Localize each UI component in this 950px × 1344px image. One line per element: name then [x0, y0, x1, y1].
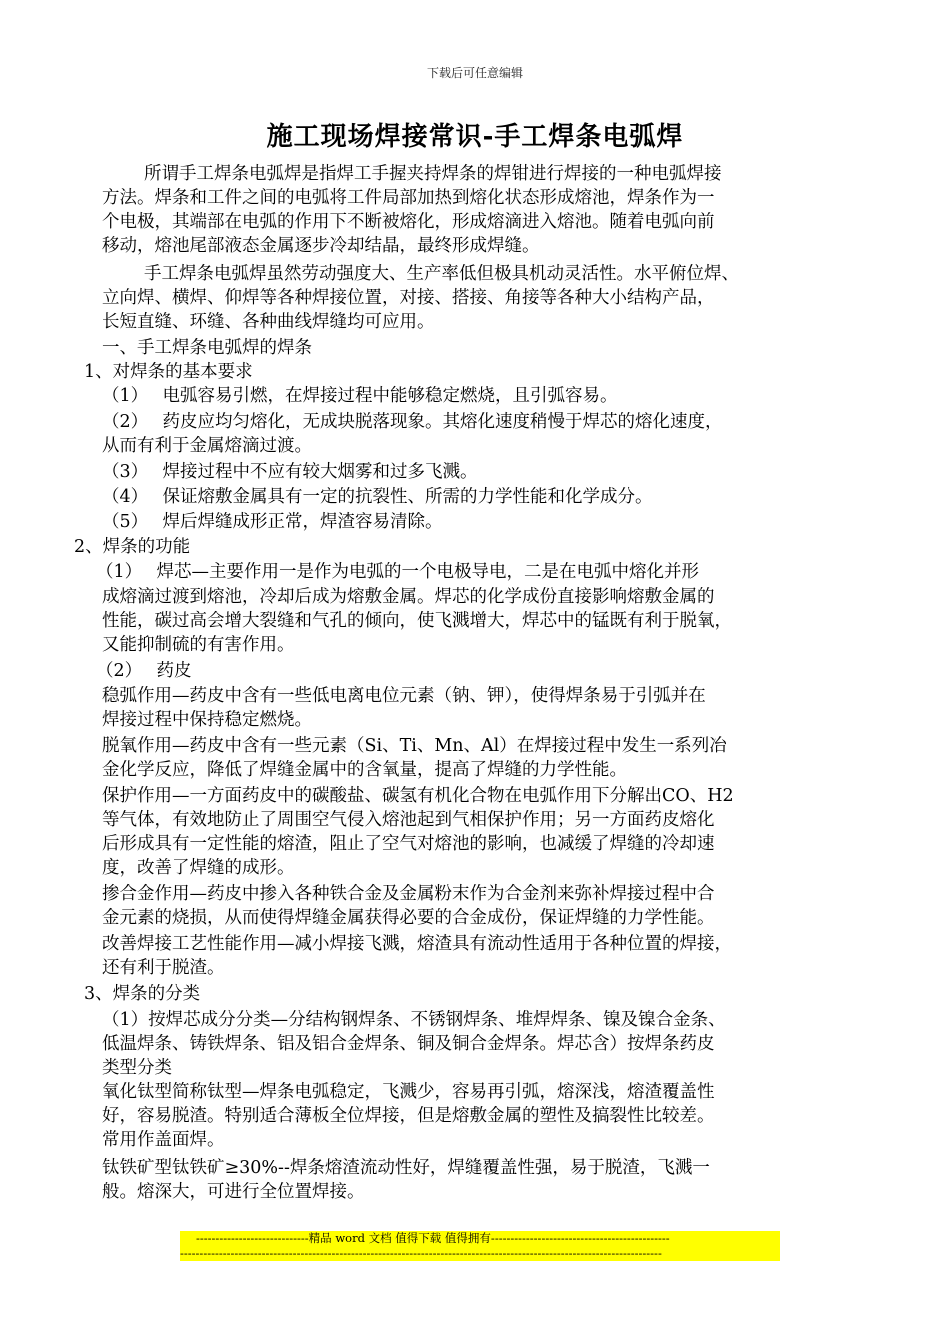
- list-item: （5） 焊后焊缝成形正常，焊渣容易清除。: [102, 512, 443, 532]
- list-item: （2） 药皮应均匀熔化，无成块脱落现象。其熔化速度稍慢于焊芯的熔化速度，: [102, 412, 723, 432]
- paragraph-line: 类型分类: [102, 1058, 172, 1078]
- list-item: （3） 焊接过程中不应有较大烟雾和过多飞溅。: [102, 462, 478, 482]
- paragraph-line: 后形成具有一定性能的熔渣，阻止了空气对熔池的影响，也减缓了焊缝的冷却速: [102, 834, 715, 854]
- paragraph-line: 钛铁矿型钛铁矿≥30%--焊条熔渣流动性好，焊缝覆盖性强，易于脱渣，飞溅一: [102, 1158, 710, 1178]
- section-heading: 一、手工焊条电弧焊的焊条: [102, 338, 312, 358]
- paragraph-line: 长短直缝、环缝、各种曲线焊缝均可应用。: [102, 312, 435, 332]
- paragraph-line: 方法。焊条和工件之间的电弧将工件局部加热到熔化状态形成熔池，焊条作为一: [102, 188, 715, 208]
- paragraph-line: 等气体，有效地防止了周围空气侵入熔池起到气相保护作用；另一方面药皮熔化: [102, 810, 715, 830]
- list-item: （2） 药皮: [96, 661, 192, 681]
- paragraph-line: 氧化钛型简称钛型—焊条电弧稳定，飞溅少，容易再引弧，熔深浅，熔渣覆盖性: [102, 1082, 715, 1102]
- list-item: （1） 电弧容易引燃，在焊接过程中能够稳定燃烧，且引弧容易。: [102, 386, 618, 406]
- paragraph-line: 所谓手工焊条电弧焊是指焊工手握夹持焊条的焊钳进行焊接的一种电弧焊接: [144, 164, 722, 184]
- list-item: （1）按焊芯成分分类—分结构钢焊条、不锈钢焊条、堆焊焊条、镍及镍合金条、: [102, 1010, 726, 1030]
- paragraph-line: 好，容易脱渣。特别适合薄板全位焊接，但是熔敷金属的塑性及搞裂性比较差。: [102, 1106, 715, 1126]
- subsection-heading: 1、对焊条的基本要求: [84, 362, 253, 382]
- paragraph-line: 度，改善了焊缝的成形。: [102, 858, 295, 878]
- paragraph-line: 焊接过程中保持稳定燃烧。: [102, 710, 312, 730]
- paragraph-line: 掺合金作用—药皮中掺入各种铁合金及金属粉末作为合金剂来弥补焊接过程中合: [102, 884, 715, 904]
- paragraph-line: 改善焊接工艺性能作用—减小焊接飞溅，熔渣具有流动性适用于各种位置的焊接，: [102, 934, 732, 954]
- paragraph-line: 手工焊条电弧焊虽然劳动强度大、生产率低但极具机动灵活性。水平俯位焊、: [144, 264, 739, 284]
- subsection-heading: 2、焊条的功能: [74, 537, 191, 557]
- footer-divider: ----------------------------------------------------------------------------------------------------------------------------: [180, 1246, 662, 1260]
- paragraph-line: 般。熔深大，可进行全位置焊接。: [102, 1182, 365, 1202]
- document-title: 施工现场焊接常识-手工焊条电弧焊: [266, 122, 684, 152]
- paragraph-line: 稳弧作用—药皮中含有一些低电离电位元素（钠、钾），使得焊条易于引弧并在: [102, 686, 706, 706]
- paragraph-line: 移动，熔池尾部液态金属逐步冷却结晶，最终形成焊缝。: [102, 236, 540, 256]
- paragraph-line: 性能，碳过高会增大裂缝和气孔的倾向，使飞溅增大，焊芯中的锰既有利于脱氧，: [102, 611, 732, 631]
- paragraph-line: 常用作盖面焊。: [102, 1130, 225, 1150]
- paragraph-line: 个电极，其端部在电弧的作用下不断被熔化，形成熔滴进入熔池。随着电弧向前: [102, 212, 715, 232]
- paragraph-line: 保护作用—一方面药皮中的碳酸盐、碳氢有机化合物在电弧作用下分解出CO、H2: [102, 786, 734, 806]
- paragraph-line: 金化学反应，降低了焊缝金属中的含氧量，提高了焊缝的力学性能。: [102, 760, 627, 780]
- paragraph-line: 低温焊条、铸铁焊条、铝及铝合金焊条、铜及铜合金焊条。焊芯含）按焊条药皮: [102, 1034, 715, 1054]
- paragraph-line: 成熔滴过渡到熔池，冷却后成为熔敷金属。焊芯的化学成份直接影响熔敷金属的: [102, 587, 715, 607]
- page-header: 下载后可任意编辑: [426, 66, 523, 80]
- footer-banner: -----------------------------精品 word 文档 值得下载 值得拥有----------------------------------------------: [196, 1231, 670, 1245]
- paragraph-line: 从而有利于金属熔滴过渡。: [102, 436, 312, 456]
- paragraph-line: 立向焊、横焊、仰焊等各种焊接位置，对接、搭接、角接等各种大小结构产品，: [102, 288, 715, 308]
- paragraph-line: 脱氧作用—药皮中含有一些元素（Si、Ti、Mn、Al）在焊接过程中发生一系列冶: [102, 736, 727, 756]
- subsection-heading: 3、焊条的分类: [84, 984, 201, 1004]
- paragraph-line: 金元素的烧损，从而使得焊缝金属获得必要的合金成份，保证焊缝的力学性能。: [102, 908, 715, 928]
- list-item: （4） 保证熔敷金属具有一定的抗裂性、所需的力学性能和化学成分。: [102, 487, 653, 507]
- paragraph-line: 还有利于脱渣。: [102, 958, 225, 978]
- paragraph-line: 又能抑制硫的有害作用。: [102, 635, 295, 655]
- list-item: （1） 焊芯—主要作用一是作为电弧的一个电极导电，二是在电弧中熔化并形: [96, 562, 699, 582]
